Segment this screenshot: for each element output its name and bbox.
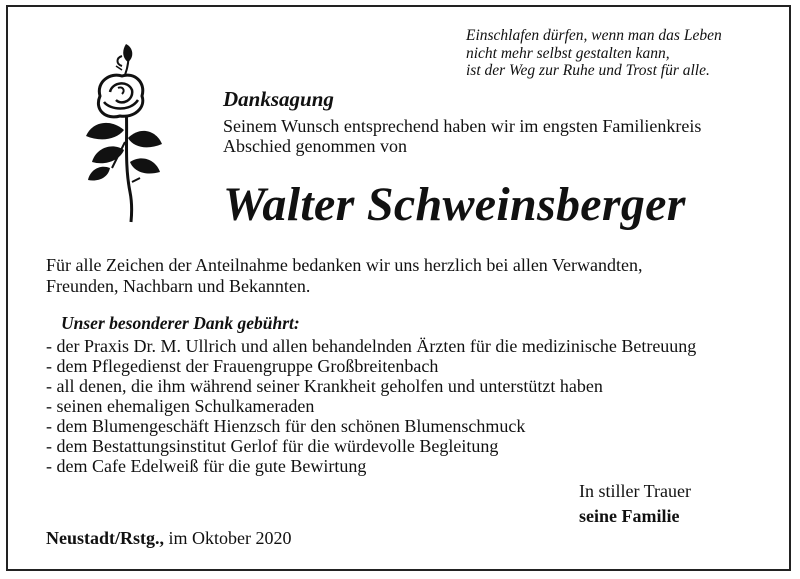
motto-line: ist der Weg zur Ruhe und Trost für alle. <box>466 62 710 79</box>
intro-line: Seinem Wunsch entsprechend haben wir im engsten Familienkreis <box>223 116 702 136</box>
motto-line: Einschlafen dürfen, wenn man das Leben <box>466 27 722 44</box>
place: Neustadt/Rstg., <box>46 528 165 548</box>
special-thanks-list <box>46 336 696 476</box>
thanks-text <box>46 255 642 296</box>
heading: Danksagung <box>223 87 334 111</box>
mourning-line: In stiller Trauer <box>579 481 691 501</box>
thanks-line: Für alle Zeichen der Anteilnahme bedanken wir uns herzlich bei allen Verwandten, <box>46 255 643 275</box>
list-item: - dem Bestattungsinstitut Gerlof für die würdevolle Begleitung <box>46 436 499 456</box>
deceased-name: Walter Schweinsberger <box>223 178 686 231</box>
list-item: - dem Pflegedienst der Frauengruppe Großbreitenbach <box>46 356 439 376</box>
motto-line: nicht mehr selbst gestalten kann, <box>466 44 670 62</box>
motto <box>466 27 722 80</box>
special-thanks-title: Unser besonderer Dank gebührt: <box>61 313 300 333</box>
list-item: - dem Cafe Edelweiß für die gute Bewirtung <box>46 456 367 476</box>
family-signature: seine Familie <box>579 506 680 526</box>
list-item: - all denen, die ihm während seiner Krankheit geholfen und unterstützt haben <box>46 376 603 396</box>
intro-text <box>223 116 701 156</box>
list-item: - dem Blumengeschäft Hienzsch für den schönen Blumenschmuck <box>46 416 526 436</box>
rose-icon <box>70 42 166 224</box>
thanks-line: Freunden, Nachbarn und Bekannten. <box>46 275 311 296</box>
place-date <box>46 528 292 549</box>
list-item: - seinen ehemaligen Schulkameraden <box>46 396 315 416</box>
list-item: - der Praxis Dr. M. Ullrich und allen behandelnden Ärzten für die medizinische Betreuung <box>46 336 697 356</box>
intro-line: Abschied genommen von <box>223 136 407 156</box>
date: im Oktober 2020 <box>168 528 292 548</box>
